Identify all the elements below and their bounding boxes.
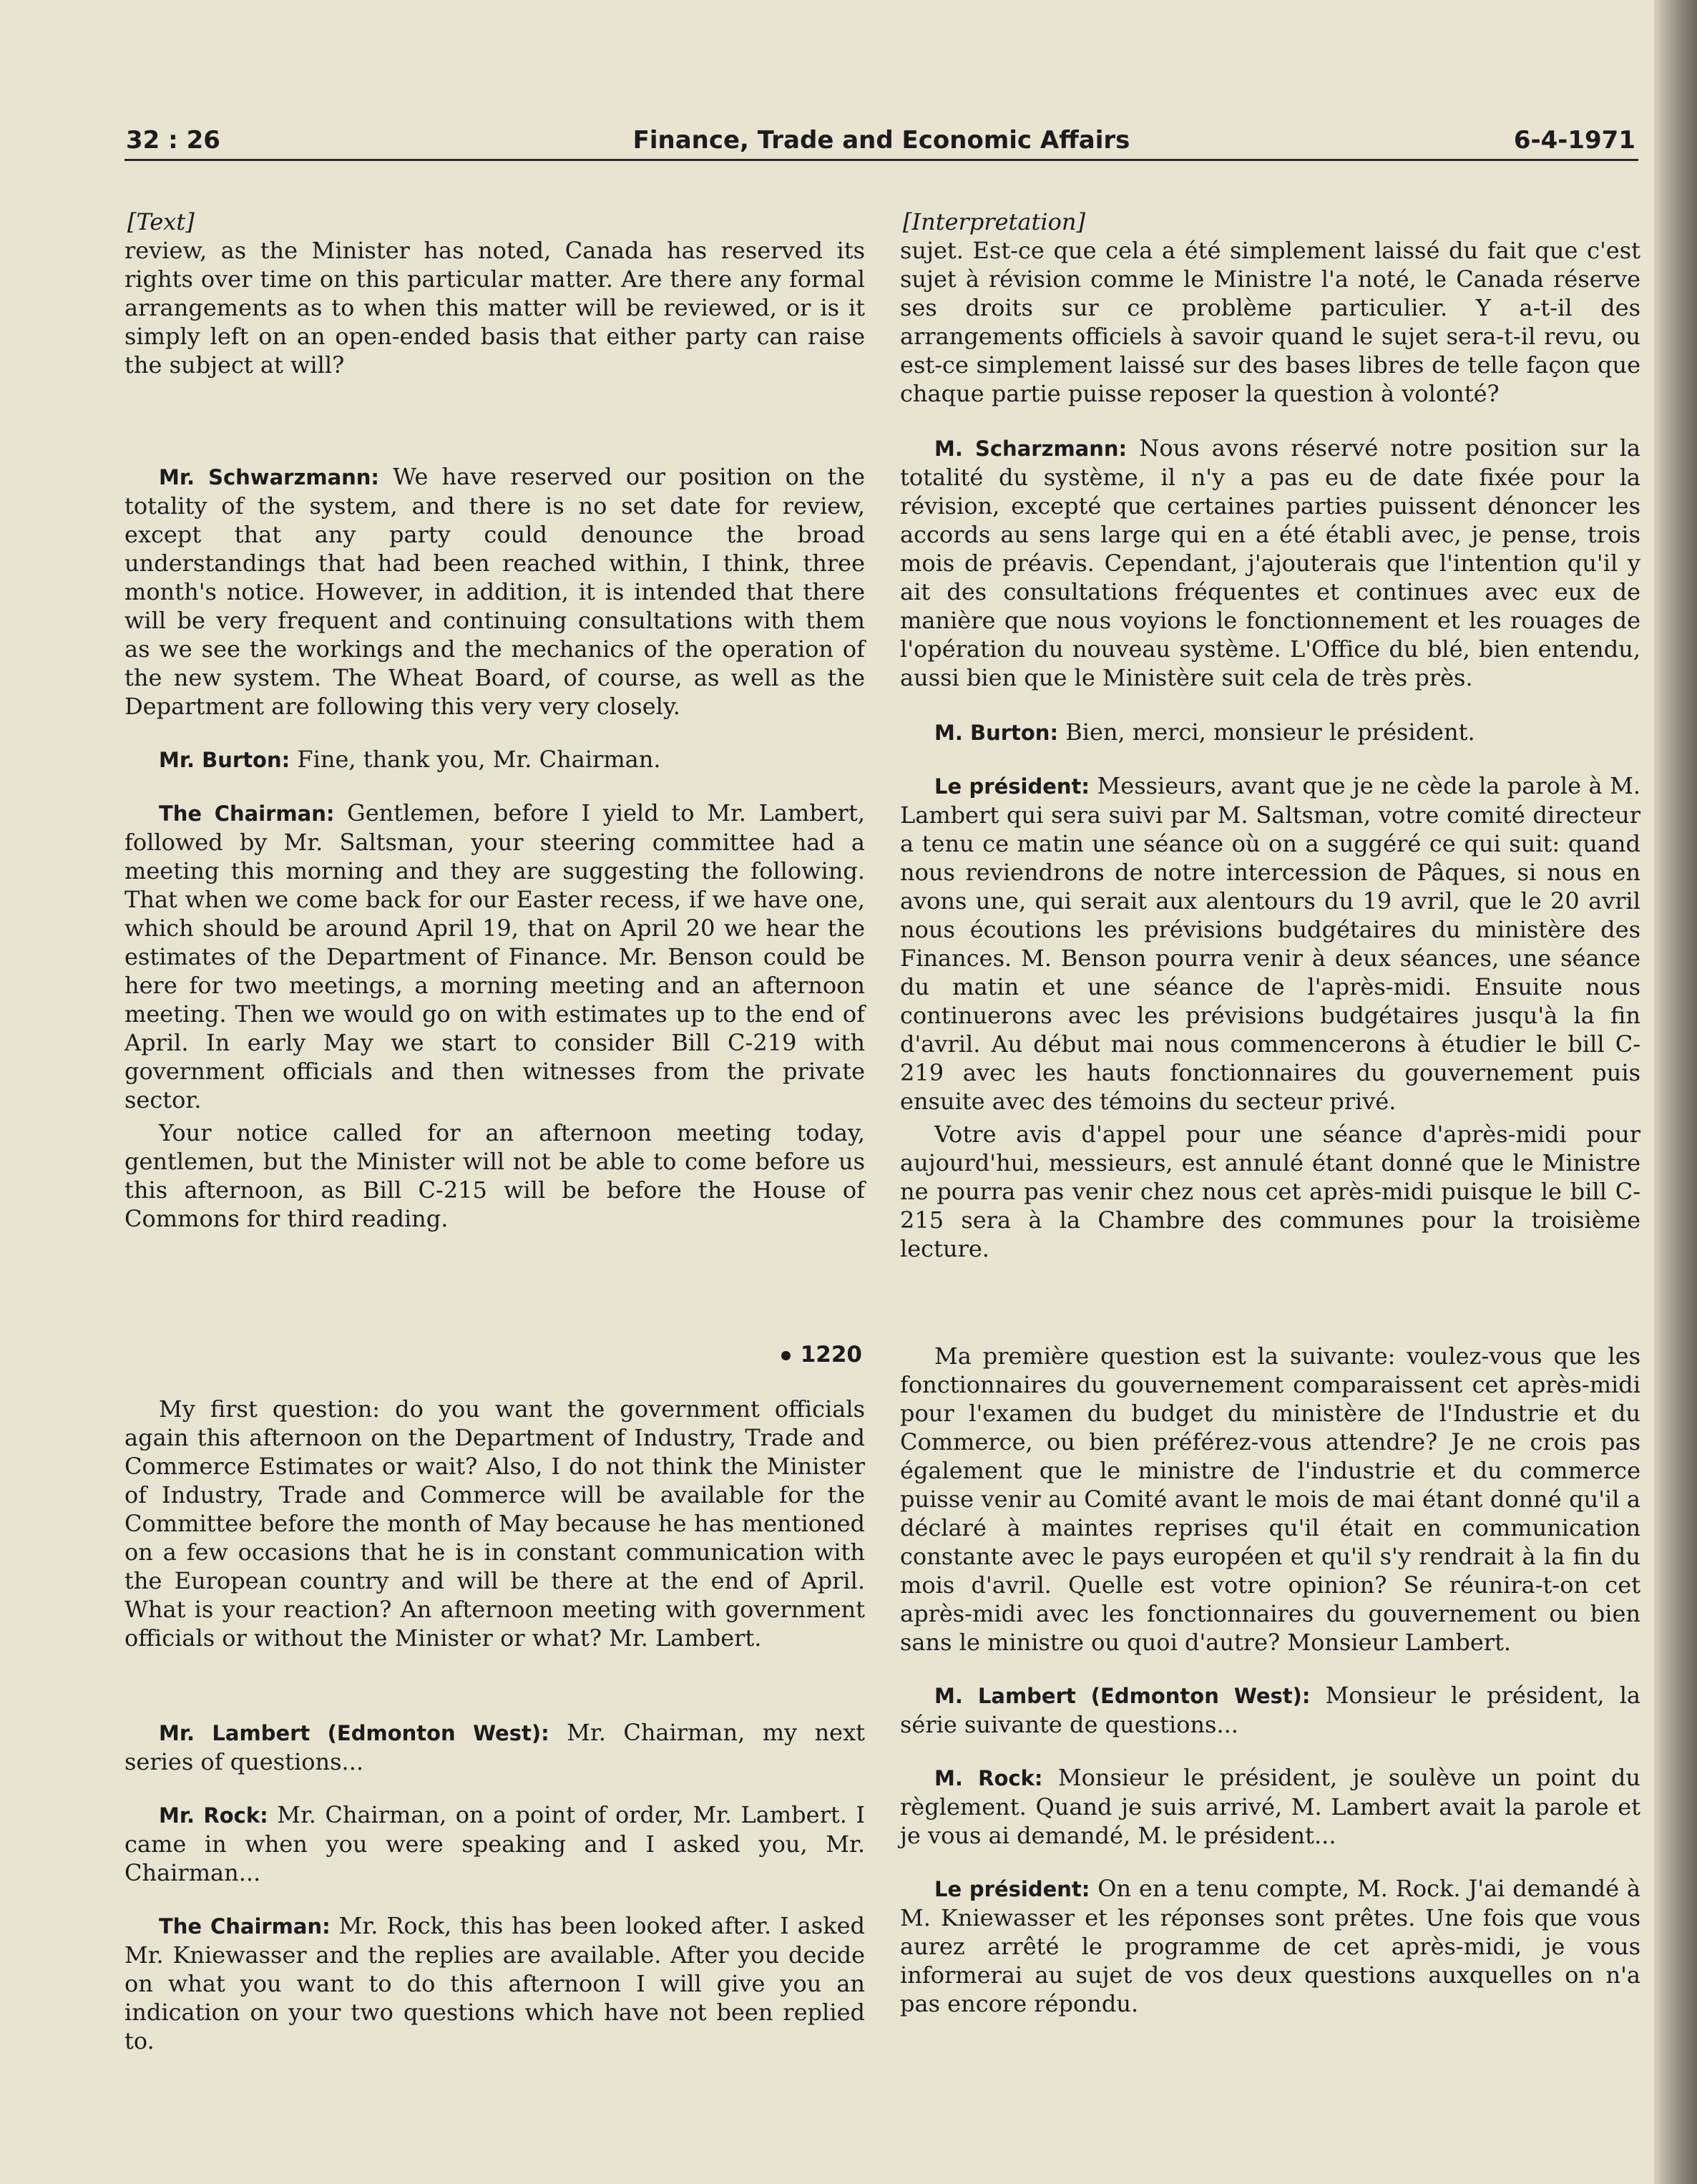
page-date: 6-4-1971 [1513, 126, 1635, 155]
question-paragraph: My first question: do you want the government officials again this afternoon on the Department of Industry, Trade and Commerce Estimates or wait? Also, I do not think the Minister of Industry, Trade and Commerce will be available for the Committee before the month of May because he has mentioned on a few occasions that he is in constant communication with the European country and will be there at the end of April. What is your reaction? An afternoon meeting with government officials or without the Minister or what? Mr. Lambert. [124, 1395, 865, 1652]
burton-statement [124, 745, 865, 774]
statement-text: Bien, merci, monsieur le président. [1065, 718, 1475, 746]
running-title: Finance, Trade and Economic Affairs [632, 126, 1130, 155]
paragraph-continued: review, as the Minister has noted, Canada has reserved its rights over time on this particular matter. Are there any formal arrangements as to when this matter will be reviewed, or is it simply left on an open-ended basis that either party can raise the subject at will? [124, 237, 865, 379]
time-marker: 1220 [124, 1340, 865, 1369]
statement-text: Monsieur le président, je soulève un point du règlement. Quand je suis arrivé, M. Lambert avait la parole et je vous ai demandé, M. le président... [900, 1764, 1641, 1849]
statement-text: Messieurs, avant que je ne cède la parole à M. Lambert qui sera suivi par M. Saltsman, votre comité directeur a tenu ce matin une séance où on a suggéré ce qui suit: quand nous reviendrons de notre intercession de Pâques, si nous en avons une, qui serait aux alentours du 19 avril, que le 20 avril nous écoutions les prévisions budgétaires du ministère des Finances. M. Benson pourra venir à deux séances, une séance du matin et une séance de l'après-midi. Ensuite nous continuerons avec les prévisions budgétaires jusqu'à la fin d'avril. Au début mai nous commencerons à étudier le bill C-219 avec les hauts fonctionnaires du gouvernement puis ensuite avec des témoins du secteur privé. [900, 772, 1641, 1115]
statement-text: We have reserved our position on the totality of the system, and there is no set date for review, except that any party could denounce the broad understandings that had been reached within, I think, three month's notice. However, in addition, it is intended that there will be very frequent and continuing consultations with them as we see the workings and the mechanics of the operation of the new system. The Wheat Board, of course, as well as the Department are following this very very closely. [124, 463, 866, 720]
english-column [124, 208, 865, 2055]
speaker-label: The Chairman: [159, 1914, 331, 1939]
rock-statement [124, 1800, 865, 1887]
statement-text: Fine, thank you, Mr. Chairman. [297, 746, 661, 773]
chairman-statement-2 [124, 1911, 865, 2055]
interpretation-marker: [Interpretation] [903, 208, 1085, 235]
president-statement-continued: Votre avis d'appel pour une séance d'après-midi pour aujourd'hui, messieurs, est annulé étant donné que le Ministre ne pourra pas venir chez nous cet après-midi puisque le bill C-215 sera à la Chambre des communes pour la troisième lecture. [900, 1121, 1640, 1262]
text-marker: [Text] [127, 208, 195, 235]
page-header [124, 123, 1638, 161]
statement-text: Monsieur le président, la série suivante de questions... [900, 1682, 1641, 1738]
speaker-label: M. Lambert (Edmonton West): [934, 1684, 1311, 1708]
speaker-label: Mr. Schwarzmann: [159, 465, 380, 489]
statement-text: Mr. Rock, this has been looked after. I asked Mr. Kniewasser and the replies are available. After you decide on what you want to do this afternoon I will give you an indication on your two questions which have not been replied to. [124, 1912, 866, 2054]
statement-text: Mr. Chairman, my next series of questions... [124, 1719, 866, 1775]
schwarzmann-statement [124, 462, 865, 721]
speaker-label: Le président: [934, 1877, 1090, 1901]
burton-statement [900, 718, 1640, 747]
lambert-statement [900, 1681, 1640, 1739]
speaker-label: Mr. Burton: [159, 748, 290, 772]
speaker-label: Mr. Lambert (Edmonton West): [159, 1721, 549, 1745]
rock-statement [900, 1763, 1640, 1850]
chairman-statement [124, 799, 865, 1114]
page-edge-shadow [1654, 0, 1697, 2184]
chairman-statement-continued: Your notice called for an afternoon meeting today, gentlemen, but the Minister will not be able to come before us this afternoon, as Bill C-215 will be before the House of Commons for third reading. [124, 1119, 865, 1232]
speaker-label: M. Burton: [934, 721, 1059, 745]
bullet-icon [781, 1351, 791, 1360]
statement-text: Nous avons réservé notre position sur la totalité du système, il n'y a pas eu de date fixée pour la révision, excepté que certaines parties puissent dénoncer les accords au sens large qui en a été établi avec, je pense, trois mois de préavis. Cependant, j'ajouterais que l'intention qu'il y ait des consultations fréquentes et continues avec eux de manière que nous voyions le fonctionnement et les rouages de l'opération du nouveau système. L'Office du blé, bien entendu, aussi bien que le Ministère suit cela de très près. [900, 434, 1641, 691]
question-paragraph: Ma première question est la suivante: voulez-vous que les fonctionnaires du gouvernement comparaissent cet après-midi pour l'examen du budget du ministère de l'Industrie et du Commerce, ou bien préférez-vous attendre? Je ne crois pas également que le ministre de l'industrie et du commerce puisse venir au Comité avant le mois de mai étant donné qu'il a déclaré à maintes reprises qu'il était en communication constante avec le pays européen et qu'il s'y rendrait à la fin du mois d'avril. Quelle est votre opinion? Se réunira-t-on cet après-midi avec les fonctionnaires du gouvernement ou bien sans le ministre ou quoi d'autre? Monsieur Lambert. [900, 1342, 1640, 1656]
statement-text: On en a tenu compte, M. Rock. J'ai demandé à M. Kniewasser et les réponses sont prêtes. Une fois que vous aurez arrêté le programme de cet après-midi, je vous informerai au sujet de vos deux questions auxquelles on n'a pas encore répondu. [900, 1875, 1641, 2017]
speaker-label: The Chairman: [159, 801, 335, 826]
speaker-label: M. Rock: [934, 1766, 1043, 1790]
statement-text: Gentlemen, before I yield to Mr. Lambert, followed by Mr. Saltsman, your steering committee had a meeting this morning and they are suggesting the following. That when we come back for our Easter recess, if we have one, which should be around April 19, that on April 20 we hear the estimates of the Department of Finance. Mr. Benson could be here for two meetings, a morning meeting and an afternoon meeting. Then we would go on with estimates up to the end of April. In early May we start to consider Bill C-219 with government officials and then witnesses from the private sector. [124, 799, 866, 1113]
scharzmann-statement [900, 434, 1640, 692]
statement-text: Mr. Chairman, on a point of order, Mr. Lambert. I came in when you were speaking and I asked you, Mr. Chairman... [124, 1801, 866, 1886]
page-number: 32 : 26 [126, 126, 220, 155]
speaker-label: M. Scharzmann: [934, 437, 1128, 461]
president-statement [900, 771, 1640, 1116]
president-statement-2 [900, 1874, 1640, 2018]
paragraph-continued: sujet. Est-ce que cela a été simplement laissé du fait que c'est sujet à révision comme le Ministre l'a noté, le Canada réserve ses droits sur ce problème particulier. Y a-t-il des arrangements officiels à savoir quand le sujet sera-t-il revu, ou est-ce simplement laissé sur des bases libres de telle façon que chaque partie puisse reposer la question à volonté? [900, 237, 1640, 407]
speaker-label: Mr. Rock: [159, 1803, 268, 1828]
lambert-statement [124, 1718, 865, 1776]
speaker-label: Le président: [934, 774, 1090, 799]
french-column [900, 208, 1640, 2018]
